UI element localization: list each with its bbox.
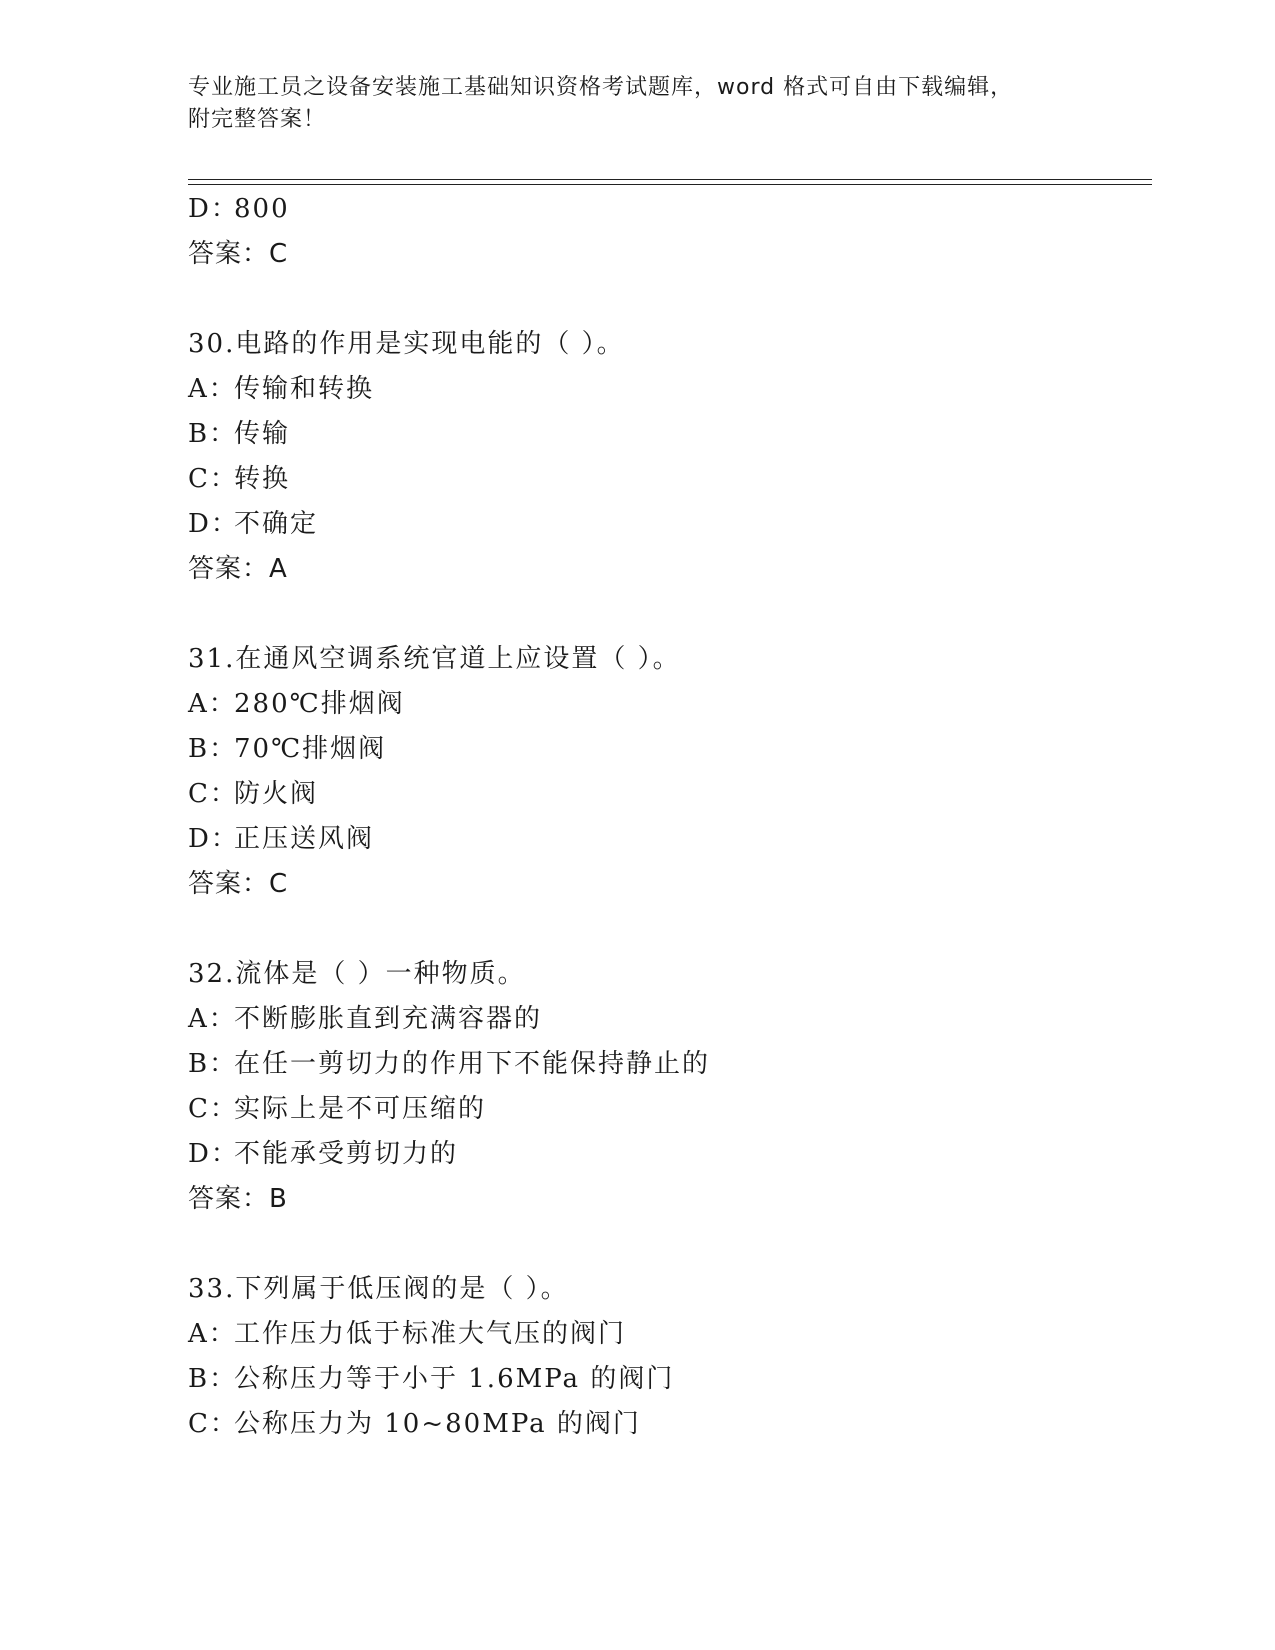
option-text: 传输 bbox=[234, 419, 291, 449]
option-key: D： bbox=[188, 824, 239, 854]
question-30-stem: 30.电路的作用是实现电能的（ ）。 bbox=[188, 329, 625, 359]
option-key: B： bbox=[188, 734, 238, 764]
question-32-option-d bbox=[188, 1137, 458, 1171]
option-text: 正压送风阀 bbox=[234, 824, 375, 854]
header-divider-top bbox=[188, 179, 1152, 180]
question-32-option-b bbox=[188, 1047, 710, 1081]
question-32-option-c bbox=[188, 1092, 486, 1126]
header-line-1: 专业施工员之设备安装施工基础知识资格考试题库，word 格式可自由下载编辑， bbox=[188, 75, 1014, 100]
option-text: 280℃排烟阀 bbox=[234, 689, 405, 719]
option-key: B： bbox=[188, 1364, 238, 1394]
question-33-option-c bbox=[188, 1407, 641, 1441]
question-33-option-b bbox=[188, 1362, 674, 1396]
option-key: C： bbox=[188, 464, 238, 494]
question-31-option-b bbox=[188, 732, 386, 766]
question-30-option-b bbox=[188, 417, 290, 451]
question-31-option-d bbox=[188, 822, 374, 856]
question-30-option-d bbox=[188, 507, 318, 541]
question-31-stem: 31.在通风空调系统官道上应设置（ ）。 bbox=[188, 644, 681, 674]
question-30-answer: 答案：A bbox=[188, 554, 288, 584]
option-key: D： bbox=[188, 1139, 239, 1169]
option-key: B： bbox=[188, 1049, 238, 1079]
question-31-answer: 答案：C bbox=[188, 869, 289, 899]
header-divider-bottom bbox=[188, 184, 1152, 185]
question-33-option-a bbox=[188, 1317, 626, 1351]
option-key: A： bbox=[188, 1004, 237, 1034]
option-key: D： bbox=[188, 509, 239, 539]
option-key: C： bbox=[188, 1409, 238, 1439]
option-text: 实际上是不可压缩的 bbox=[234, 1094, 487, 1124]
page-header bbox=[188, 72, 1068, 136]
question-33-stem: 33.下列属于低压阀的是（ ）。 bbox=[188, 1274, 569, 1304]
option-text: 不能承受剪切力的 bbox=[234, 1139, 459, 1169]
prev-answer: 答案：C bbox=[188, 239, 289, 269]
header-line-2: 附完整答案！ bbox=[188, 107, 327, 132]
option-key: A： bbox=[188, 374, 237, 404]
question-30-option-a bbox=[188, 372, 374, 406]
option-key: B： bbox=[188, 419, 238, 449]
option-text: 转换 bbox=[234, 464, 291, 494]
question-30-option-c bbox=[188, 462, 290, 496]
question-32-answer: 答案：B bbox=[188, 1184, 288, 1214]
option-key: A： bbox=[188, 1319, 237, 1349]
option-text: 在任一剪切力的作用下不能保持静止的 bbox=[234, 1049, 711, 1079]
question-32-stem: 32.流体是（ ）一种物质。 bbox=[188, 959, 526, 989]
option-text: 800 bbox=[234, 194, 290, 224]
prev-option-d bbox=[188, 192, 290, 226]
option-text: 不断膨胀直到充满容器的 bbox=[234, 1004, 543, 1034]
option-key: D： bbox=[188, 194, 239, 224]
question-32-option-a bbox=[188, 1002, 542, 1036]
option-text: 公称压力为 10~80MPa 的阀门 bbox=[234, 1409, 641, 1439]
option-text: 不确定 bbox=[234, 509, 319, 539]
question-31-option-c bbox=[188, 777, 318, 811]
option-key: A： bbox=[188, 689, 237, 719]
option-key: C： bbox=[188, 1094, 238, 1124]
option-key: C： bbox=[188, 779, 238, 809]
option-text: 传输和转换 bbox=[234, 374, 375, 404]
option-text: 工作压力低于标准大气压的阀门 bbox=[234, 1319, 627, 1349]
option-text: 防火阀 bbox=[234, 779, 319, 809]
option-text: 公称压力等于小于 1.6MPa 的阀门 bbox=[234, 1364, 675, 1394]
option-text: 70℃排烟阀 bbox=[234, 734, 387, 764]
question-31-option-a bbox=[188, 687, 405, 721]
